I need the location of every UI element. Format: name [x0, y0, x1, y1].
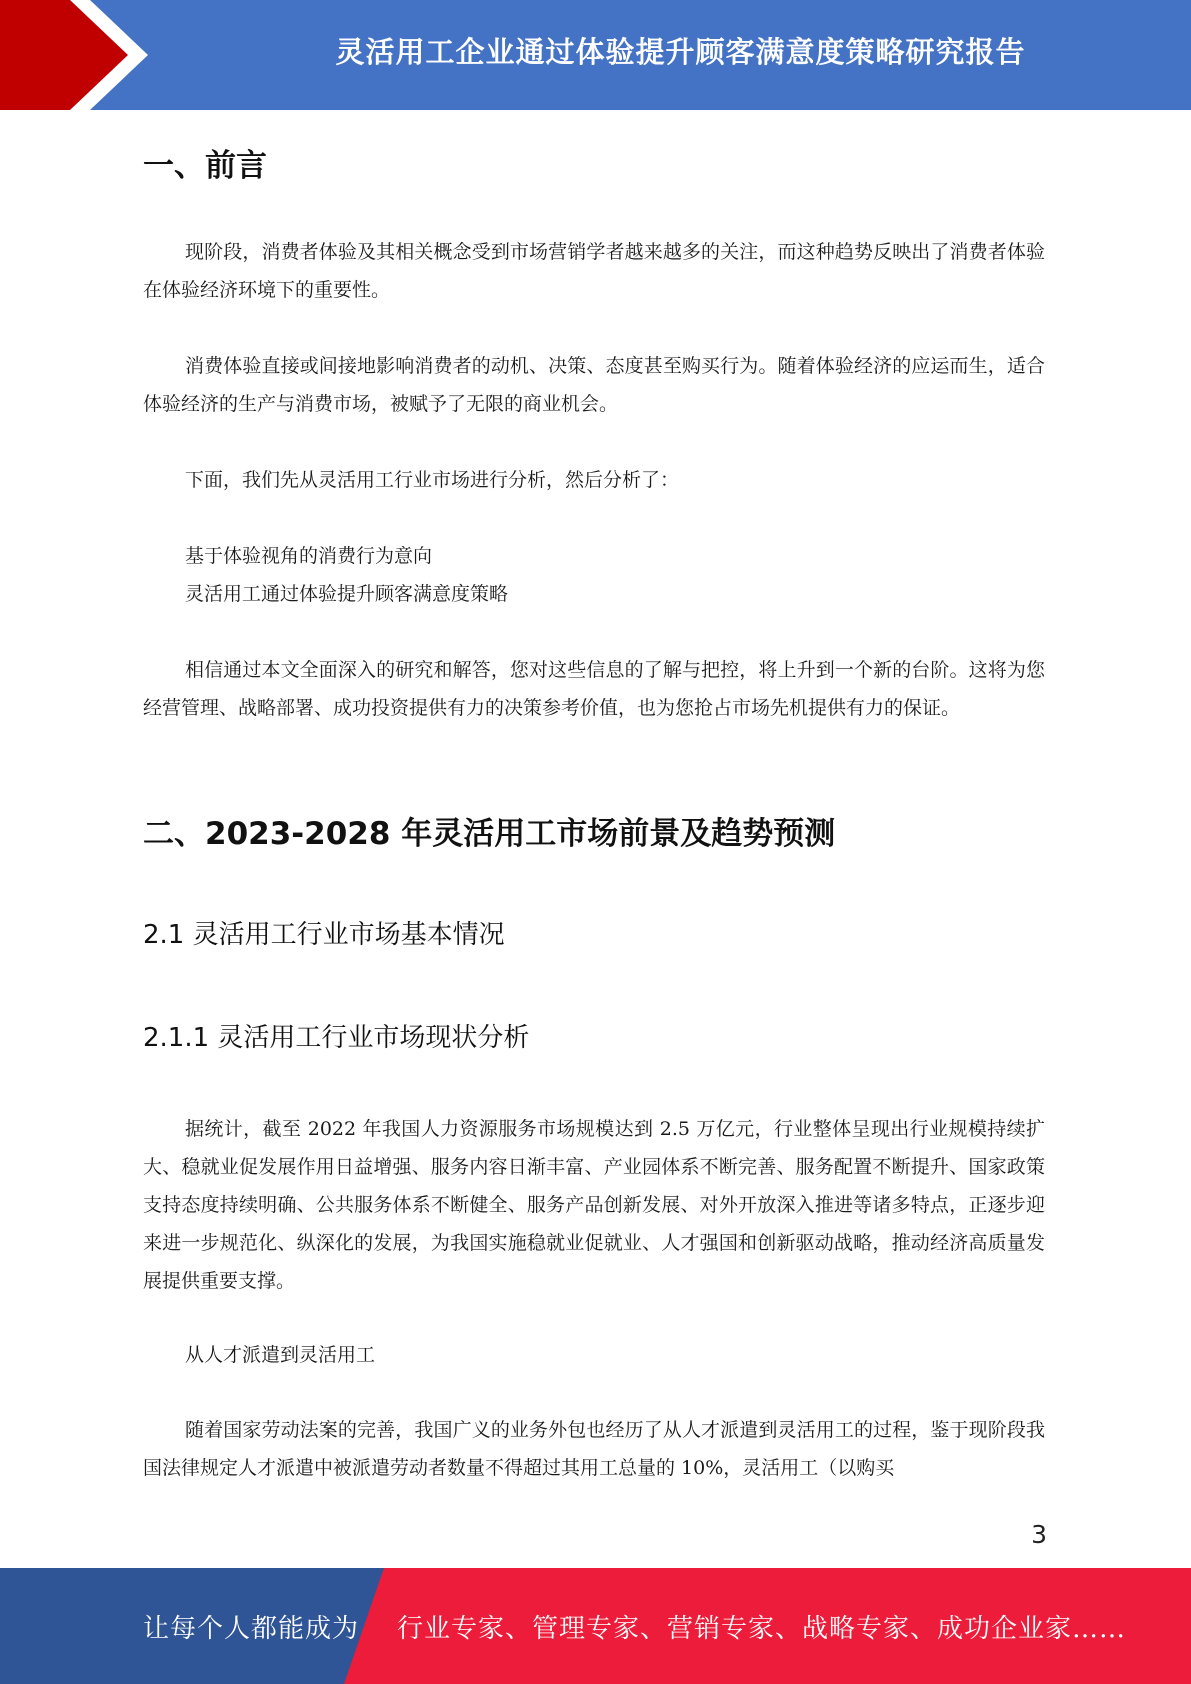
intro-paragraph-1: 现阶段，消费者体验及其相关概念受到市场营销学者越来越多的关注，而这种趋势反映出了消费者体验在体验经济环境下的重要性。 [143, 241, 1045, 301]
page-number: 3 [1031, 1520, 1047, 1549]
intro-paragraph-4: 相信通过本文全面深入的研究和解答，您对这些信息的了解与把控，将上升到一个新的台阶。这将为您经营管理、战略部署、成功投资提供有力的决策参考价值，也为您抢占市场先机提供有力的保证。 [143, 659, 1045, 719]
forecast-paragraph-1: 据统计，截至 2022 年我国人力资源服务市场规模达到 2.5 万亿元，行业整体呈现出行业规模持续扩大、稳就业促发展作用日益增强、服务内容日渐丰富、产业园体系不断完善、服务配置不断提升、国家政策支持态度持续明确、公共服务体系不断健全、服务产品创新发展、对外开放深入推进等诸多特点，正逐步迎来进一步规范化、纵深化的发展，为我国实施稳就业促就业、人才强国和创新驱动战略，推动经济高质量发展提供重要支撑。 [143, 1118, 1045, 1292]
section-heading-intro: 一、前言 [143, 148, 267, 184]
footer-slogan-left: 让每个人都能成为 [143, 1613, 360, 1644]
intro-paragraph-2: 消费体验直接或间接地影响消费者的动机、决策、态度甚至购买行为。随着体验经济的应运而生，适合体验经济的生产与消费市场，被赋予了无限的商业机会。 [143, 355, 1045, 415]
document-title: 灵活用工企业通过体验提升顾客满意度策略研究报告 [335, 34, 1026, 69]
subsection-heading-2-1-1: 2.1.1 灵活用工行业市场现状分析 [143, 1023, 530, 1053]
forecast-paragraph-3: 随着国家劳动法案的完善，我国广义的业务外包也经历了从人才派遣到灵活用工的过程，鉴于现阶段我国法律规定人才派遣中被派遣劳动者数量不得超过其用工总量的 10%，灵活用工（以购买 [143, 1419, 1045, 1479]
intro-paragraph-3: 下面，我们先从灵活用工行业市场进行分析，然后分析了： [185, 469, 680, 491]
section-heading-forecast: 二、2023-2028 年灵活用工市场前景及趋势预测 [143, 816, 836, 852]
intro-list-item-2: 灵活用工通过体验提升顾客满意度策略 [185, 583, 509, 605]
subsection-heading-2-1: 2.1 灵活用工行业市场基本情况 [143, 920, 505, 950]
footer-bar [0, 1568, 1191, 1684]
header-bar [0, 0, 1191, 110]
intro-list-item-1: 基于体验视角的消费行为意向 [185, 545, 433, 567]
footer-slogan-right: 行业专家、管理专家、营销专家、战略专家、成功企业家…… [397, 1613, 1127, 1644]
forecast-paragraph-2: 从人才派遣到灵活用工 [185, 1344, 376, 1366]
header-chevron-icon [0, 0, 160, 110]
